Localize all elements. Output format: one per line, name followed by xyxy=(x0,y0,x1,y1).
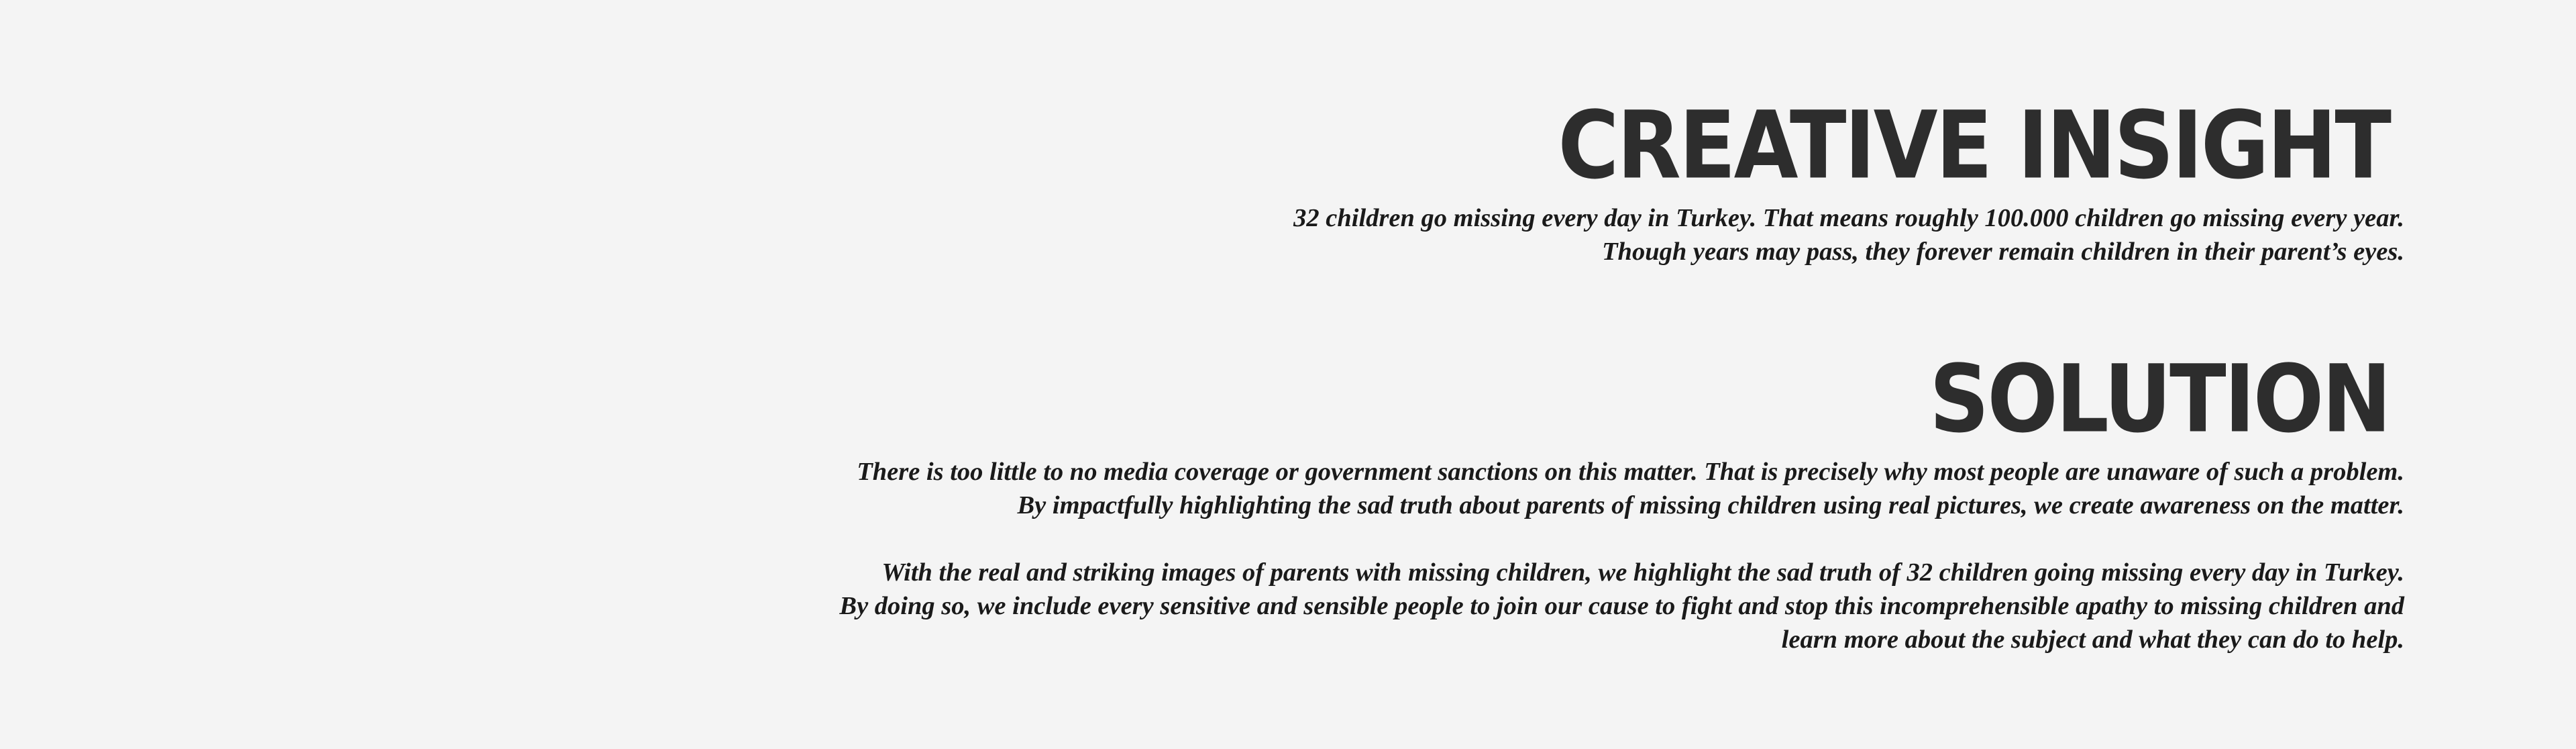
text-line: With the real and striking images of parents with missing children, we highlight the sad truth of 32 children going missing every day in Turkey. xyxy=(881,558,2404,587)
solution-paragraph-1 xyxy=(857,455,2404,522)
solution-heading: SOLUTION xyxy=(1929,345,2390,454)
text-line: 32 children go missing every day in Turkey. That means roughly 100.000 children go missing every year. xyxy=(1293,204,2404,232)
creative-insight-heading: CREATIVE INSIGHT xyxy=(1558,91,2390,201)
text-line: By impactfully highlighting the sad truth about parents of missing children using real pictures, we create awareness on the matter. xyxy=(1017,491,2404,519)
creative-insight-text xyxy=(1293,201,2404,268)
text-line: By doing so, we include every sensitive and sensible people to join our cause to fight and stop this incomprehensible apathy to missing children and xyxy=(839,592,2404,620)
solution-paragraph-2 xyxy=(839,556,2404,656)
text-line: learn more about the subject and what they can do to help. xyxy=(1781,626,2404,654)
text-line: Though years may pass, they forever remain children in their parent’s eyes. xyxy=(1602,238,2404,266)
text-line: There is too little to no media coverage or government sanctions on this matter. That is precisely why most people are unaware of such a problem. xyxy=(857,458,2404,486)
